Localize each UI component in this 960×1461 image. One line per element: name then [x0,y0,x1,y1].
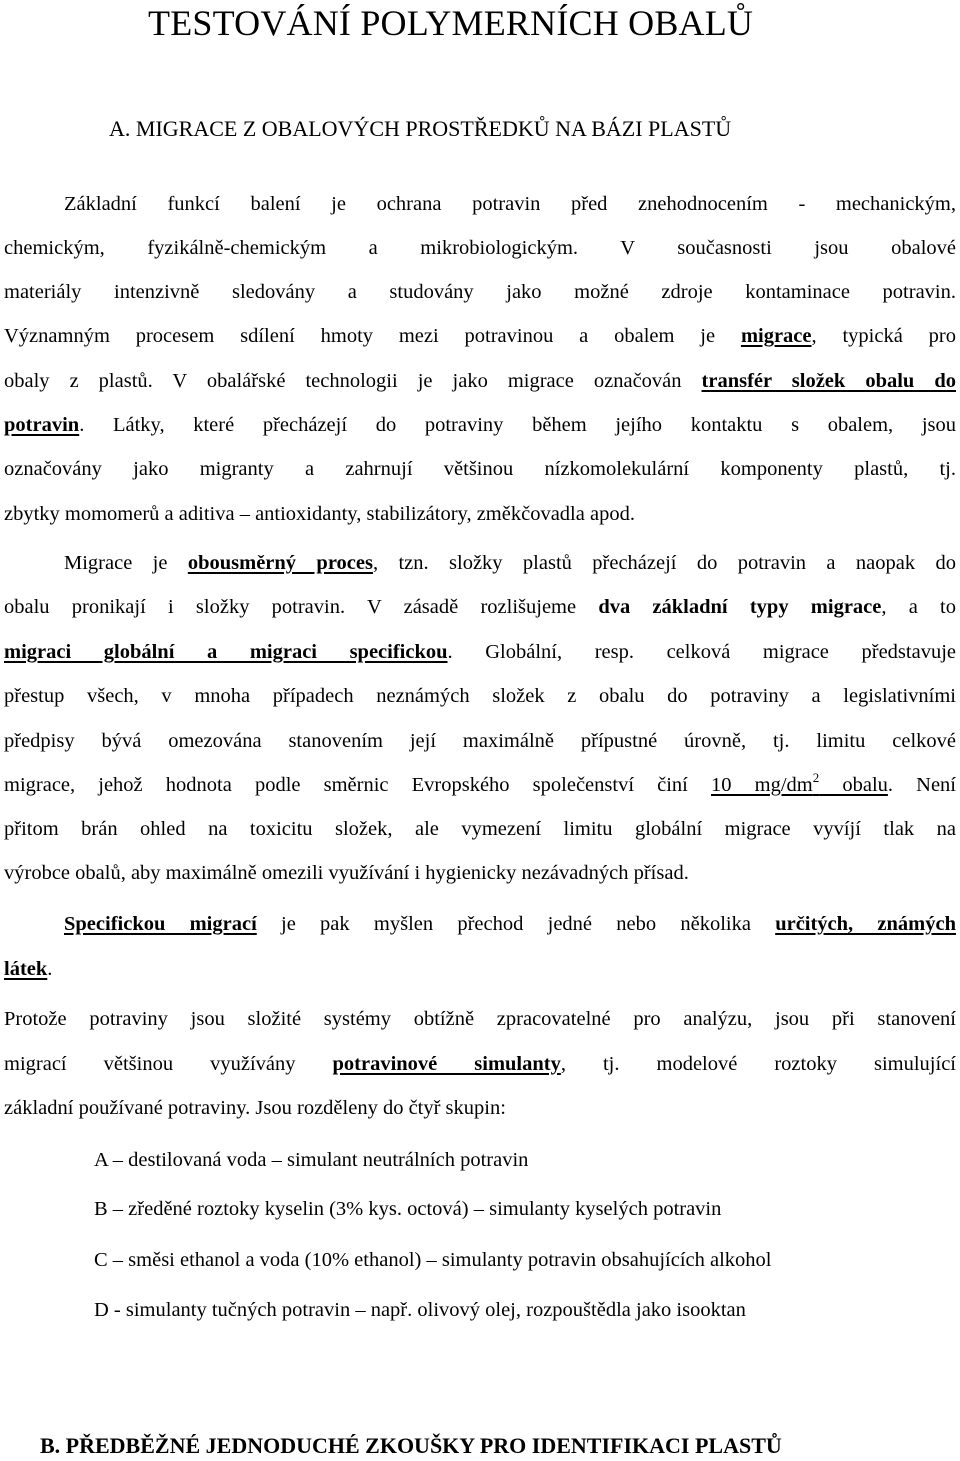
text-line: Základní funkcí balení je ochrana potravin před znehodnocením - mechanickým, [64,193,956,215]
text-line: přestup všech, v mnoha případech neznámých složek z obalu do potraviny a legislativními [4,685,956,707]
text-line: Migrace je obousměrný proces, tzn. složky plastů přecházejí do potravin a naopak do [64,552,956,574]
term-specifickou-migraci: Specifickou migrací [64,913,257,935]
text-line: základní používané potraviny. Jsou rozděleny do čtyř skupin: [4,1097,506,1119]
text-line: obalu pronikají i složky potravin. V zásadě rozlišujeme dva základní typy migrace, a to [4,596,956,618]
term-limit: 10 $mg/dm^2$ obalu [711,770,888,796]
term-migrace-globalni-specificka: migraci globální a migraci specifickou [4,641,448,663]
text-line: Protože potraviny jsou složité systémy obtížně zpracovatelné pro analýzu, jsou při stanovení [4,1008,956,1030]
page-title: TESTOVÁNÍ POLYMERNÍCH OBALŮ [148,3,754,43]
list-item: C – směsi ethanol a voda (10% ethanol) – simulanty potravin obsahujících alkohol [94,1249,772,1271]
term-transfer: transfér složek obalu do [701,370,956,392]
text-line: předpisy bývá omezována stanovením její maximálně přípustné úrovně, tj. limitu celkové [4,730,956,752]
text-line: potravin. Látky, které přecházejí do potraviny během jejího kontaktu s obalem, jsou [4,414,956,436]
term-obousmerny-proces: obousměrný proces [187,552,373,574]
list-item: B – zředěné roztoky kyselin (3% kys. octová) – simulanty kyselých potravin [94,1198,722,1220]
list-item: D - simulanty tučných potravin – např. olivový olej, rozpouštědla jako isooktan [94,1299,746,1321]
term-dva-typy: dva základní typy migrace [598,596,882,618]
text-line: látek. [4,958,53,980]
text-line: migraci globální a migraci specifickou. Globální, resp. celková migrace představuje [4,641,956,663]
text-line: výrobce obalů, aby maximálně omezili využívání i hygienicky nezávadných přísad. [4,862,689,884]
term-potravinove-simulanty: potravinové simulanty [332,1053,561,1075]
text-line: přitom brán ohled na toxicitu složek, ale vymezení limitu globální migrace vyvíjí tlak na [4,818,956,840]
section-a-heading: A. MIGRACE Z OBALOVÝCH PROSTŘEDKŮ NA BÁZI PLASTŮ [109,116,732,141]
section-b-heading: B. PŘEDBĚŽNÉ JEDNODUCHÉ ZKOUŠKY PRO IDENTIFIKACI PLASTŮ [40,1433,782,1458]
text-line: chemickým, fyzikálně-chemickým a mikrobiologickým. V současnosti jsou obalové [4,237,956,259]
term-migrace: migrace [740,325,812,347]
term-urcitych-znamych: určitých, známých [775,913,957,935]
text-line: materiály intenzivně sledovány a studovány jako možné zdroje kontaminace potravin. [4,281,956,303]
text-line: obaly z plastů. V obalářské technologii je jako migrace označován transfér složek obalu do [4,370,956,392]
text-line: migrací většinou využívány potravinové simulanty, tj. modelové roztoky simulující [4,1053,956,1075]
text-line: označovány jako migranty a zahrnují většinou nízkomolekulární komponenty plastů, tj. [4,458,956,480]
term-potravin: potravin [4,414,80,436]
term-latek: látek [4,958,48,980]
text-line: migrace, jehož hodnota podle směrnic Evropského společenství činí 10 $mg/dm^2$ obalu. Není [4,770,956,796]
list-item: A – destilovaná voda – simulant neutrálních potravin [94,1149,529,1171]
text-line: Specifickou migrací je pak myšlen přechod jedné nebo několika určitých, známých [64,913,957,935]
text-line: zbytky momomerů a aditiva – antioxidanty, stabilizátory, změkčovadla apod. [4,503,635,525]
text-line: Významným procesem sdílení hmoty mezi potravinou a obalem je migrace, typická pro [4,325,956,347]
